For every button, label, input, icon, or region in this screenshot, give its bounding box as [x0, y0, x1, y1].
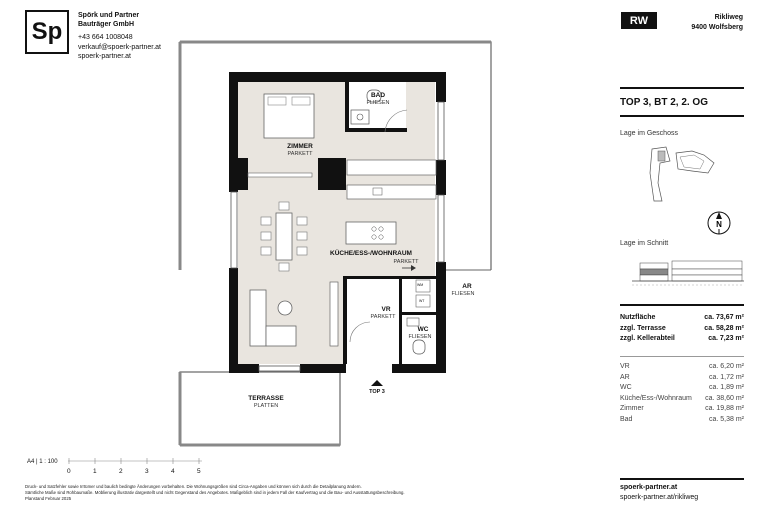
area-room-value: ca. 38,60 m²: [705, 394, 744, 402]
area-room-value: ca. 1,89 m²: [708, 384, 744, 391]
area-summary-value: ca. 58,28 m²: [704, 324, 744, 332]
entrance-label: TOP 3: [369, 389, 385, 395]
area-summary-row: [620, 313, 744, 323]
scale-tick-1: 1: [93, 468, 97, 475]
area-summary-row: [620, 334, 744, 344]
bad-floor: [346, 82, 406, 132]
room-vr-floor: PARKETT: [370, 314, 396, 320]
room-vr-name: VR: [381, 306, 391, 313]
scale-tick-5: 5: [197, 468, 201, 475]
email-link[interactable]: verkauf@spoerk-partner.at: [78, 43, 161, 51]
section-thumbnail: [632, 255, 744, 289]
room-ar-name: AR: [462, 283, 472, 290]
disclaimer-line: Sämtliche Maße sind Rohbaumaße. Möblierung illustrativ dargestellt und nicht Gegenstand des Angebotes. Maßgeblich sind in jedem Fall der Kaufvertrag und die Bau- und Ausstattungsbeschreibung.: [25, 490, 405, 495]
area-room-value: ca. 1,72 m²: [708, 373, 744, 381]
divider: [620, 478, 744, 480]
room-wc-floor: FLIESEN: [408, 334, 432, 340]
area-room-label: Zimmer: [620, 405, 644, 412]
kitchen-counter: [347, 160, 436, 175]
area-room-row: [620, 362, 744, 372]
area-room-value: ca. 5,38 m²: [708, 415, 744, 423]
unit-title: TOP 3, BT 2, 2. OG: [620, 97, 708, 108]
area-room-label: AR: [620, 373, 630, 381]
disclaimer-line: Planstand Februar 2025: [25, 496, 72, 501]
company-name-line2: Bauträger GmbH: [78, 21, 135, 28]
area-room-label: WC: [620, 384, 632, 391]
lage-geschoss-label: Lage im Geschoss: [620, 130, 678, 137]
address-street: Rikliweg: [714, 14, 743, 21]
wm-label: WM: [417, 283, 424, 287]
area-summary-label: zzgl. Kellerabteil: [620, 335, 675, 342]
area-room-label: Bad: [620, 415, 633, 423]
entrance-arrow-icon: [371, 380, 383, 386]
divider: [620, 115, 744, 117]
area-summary-label: zzgl. Terrasse: [620, 324, 666, 332]
north-arrow-icon: [706, 210, 732, 236]
lage-schnitt-label: Lage im Schnitt: [620, 240, 669, 247]
area-room-row: [620, 394, 744, 404]
room-bad-floor: FLIESEN: [366, 100, 390, 106]
divider: [620, 356, 744, 357]
scale-tick-2: 2: [119, 468, 123, 475]
room-terrasse-name: TERRASSE: [248, 395, 284, 402]
area-room-row: [620, 383, 744, 393]
scale-tick-4: 4: [171, 468, 175, 475]
footer-url-project[interactable]: spoerk-partner.at/rikliweg: [620, 494, 699, 501]
vr-floor: [346, 276, 400, 364]
room-kueche-name: KÜCHE/ESS-/WOHNRAUM: [330, 250, 412, 257]
website-link[interactable]: spoerk-partner.at: [78, 53, 131, 60]
room-bad-name: BAD: [370, 92, 386, 99]
area-summary-label: Nutzfläche: [620, 314, 656, 321]
project-badge: RW: [621, 12, 657, 29]
divider: [620, 304, 744, 306]
disclaimer-line: Druck- und Satzfehler sowie Irrtümer und baulich bedingte Änderungen vorbehalten. Die Wohnungsgrößen sind Circa-Angaben und können sich durch die Detailplanung ändern.: [25, 484, 362, 489]
area-room-label: VR: [620, 363, 630, 370]
project-address: [691, 13, 743, 32]
wt-label: WT: [419, 299, 425, 303]
address-city: 9400 Wolfsberg: [691, 23, 743, 31]
area-room-row: [620, 373, 744, 383]
north-label: N: [716, 220, 722, 229]
kitchen-island: [346, 222, 396, 244]
footer-url-main[interactable]: spoerk-partner.at: [620, 484, 678, 491]
logo-text: Sp: [31, 18, 63, 45]
scale-label: A4 | 1 : 100: [27, 459, 58, 465]
phone-number: +43 664 1008048: [78, 34, 133, 41]
area-room-row: [620, 404, 744, 414]
sofa: [250, 290, 266, 346]
area-room-value: ca. 19,88 m²: [705, 405, 744, 412]
scale-bar: [68, 455, 208, 467]
scale-tick-3: 3: [145, 468, 149, 475]
room-terrasse-floor: PLATTEN: [253, 403, 279, 409]
area-room-label: Küche/Ess-/Wohnraum: [620, 394, 692, 402]
site-plan-thumbnail: [648, 143, 718, 205]
disclaimer: [25, 484, 435, 502]
divider: [620, 87, 744, 89]
area-summary-value: ca. 73,67 m²: [704, 314, 744, 321]
room-kueche-floor: PARKETT: [393, 259, 419, 265]
room-ar-floor: FLIESEN: [451, 291, 475, 297]
room-zimmer-floor: PARKETT: [287, 151, 313, 157]
company-name-line1: Spörk und Partner: [78, 12, 140, 19]
area-summary-row: [620, 324, 744, 334]
room-wc-name: WC: [417, 326, 429, 333]
area-summary-value: ca. 7,23 m²: [708, 335, 744, 342]
dining-table: [276, 213, 292, 260]
area-room-value: ca. 6,20 m²: [708, 363, 744, 370]
area-room-row: [620, 415, 744, 425]
scale-tick-0: 0: [67, 468, 71, 475]
room-zimmer-name: ZIMMER: [287, 143, 313, 150]
